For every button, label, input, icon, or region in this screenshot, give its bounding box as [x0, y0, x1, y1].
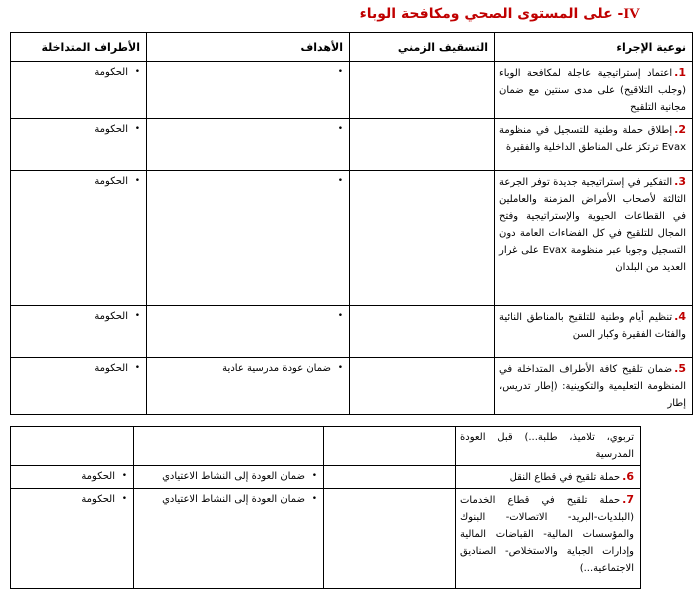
- action-text: إطلاق حملة وطنية للتسجيل في منظومة Evax ترتكز على المناطق الداخلية والفقيرة: [499, 125, 686, 153]
- action-cell: [495, 306, 693, 358]
- goal-cell: [134, 427, 324, 466]
- timeline-cell: [350, 306, 495, 358]
- action-text: تربوي، تلاميذ، طلبة...) قبل العودة المدرسية: [460, 432, 634, 460]
- action-cell: [495, 358, 693, 415]
- action-cell: [456, 427, 641, 466]
- table-row: [11, 489, 641, 589]
- header-action: نوعية الإجراء: [495, 33, 693, 62]
- timeline-cell: [324, 489, 456, 589]
- action-text: حملة تلقيح في قطاع النقل: [509, 472, 621, 483]
- action-text: اعتماد إستراتيجية عاجلة لمكافحة الوباء (وجلب التلاقيح) على مدى سنتين مع ضمان مجانية التلقيح: [499, 68, 686, 113]
- goal-cell: [147, 62, 350, 119]
- measures-table-2: [10, 426, 641, 589]
- action-number: 2.: [674, 123, 686, 136]
- section-numeral: IV: [623, 6, 640, 22]
- action-cell: [495, 119, 693, 171]
- timeline-cell: [324, 466, 456, 489]
- table-row: [11, 171, 693, 306]
- action-text: حملة تلقيح في قطاع الخدمات (البلديات-البريد- الاتصالات- البنوك والمؤسسات المالية- القباضات المالية وإدارات الجباية والاستخلاص- الصناديق الاجتماعية...): [460, 495, 634, 574]
- section-title: [360, 6, 640, 23]
- timeline-cell: [350, 358, 495, 415]
- timeline-cell: [350, 119, 495, 171]
- action-text: التفكير في إستراتيجية جديدة توفر الجرعة الثالثة لأصحاب الأمراض المزمنة والعاملين في القطاعات الحيوية والإستراتيجية وفتح المجال للتلقيح في كل الفضاءات العامة دون التسجيل وجوبا عبر منظومة Evax على غرار العديد من البلدان: [499, 177, 686, 273]
- party-cell: [11, 427, 134, 466]
- party-cell: • الحكومة: [11, 119, 147, 171]
- table-row: [11, 358, 693, 415]
- action-number: 5.: [674, 362, 686, 375]
- header-timeline: التسقيف الزمني: [350, 33, 495, 62]
- goal-cell: [147, 119, 350, 171]
- action-number: 1.: [674, 66, 686, 79]
- timeline-cell: [350, 171, 495, 306]
- table-row: [11, 427, 641, 466]
- header-parties: الأطراف المتداخلة: [11, 33, 147, 62]
- table-row: [11, 119, 693, 171]
- party-cell: • الحكومة: [11, 306, 147, 358]
- party-cell: • الحكومة: [11, 466, 134, 489]
- measures-table-1: [10, 32, 693, 415]
- timeline-cell: [324, 427, 456, 466]
- timeline-cell: [350, 62, 495, 119]
- party-cell: • الحكومة: [11, 358, 147, 415]
- goal-cell: • ضمان العودة إلى النشاط الاعتيادي: [134, 489, 324, 589]
- goal-cell: [147, 171, 350, 306]
- header-goals: الأهداف: [147, 33, 350, 62]
- action-cell: [456, 466, 641, 489]
- action-cell: [495, 62, 693, 119]
- party-cell: • الحكومة: [11, 171, 147, 306]
- goal-cell: • ضمان العودة إلى النشاط الاعتيادي: [134, 466, 324, 489]
- action-text: تنظيم أيام وطنية للتلقيح بالمناطق النائية والفئات الفقيرة وكبار السن: [499, 312, 686, 340]
- party-cell: • الحكومة: [11, 62, 147, 119]
- action-number: 7.: [622, 493, 634, 506]
- goal-cell: • ضمان عودة مدرسية عادية: [147, 358, 350, 415]
- action-cell: [456, 489, 641, 589]
- table-row: [11, 62, 693, 119]
- party-cell: • الحكومة: [11, 489, 134, 589]
- table-row: [11, 466, 641, 489]
- action-text: ضمان تلقيح كافة الأطراف المتداخلة في المنظومة التعليمية والتكوينية: (إطار تدريس، إطار: [499, 364, 686, 409]
- section-title-text: - على المستوى الصحي ومكافحة الوباء: [359, 6, 624, 22]
- action-cell: [495, 171, 693, 306]
- action-number: 6.: [622, 470, 634, 483]
- table-row: [11, 306, 693, 358]
- action-number: 4.: [674, 310, 686, 323]
- action-number: 3.: [674, 175, 686, 188]
- goal-cell: [147, 306, 350, 358]
